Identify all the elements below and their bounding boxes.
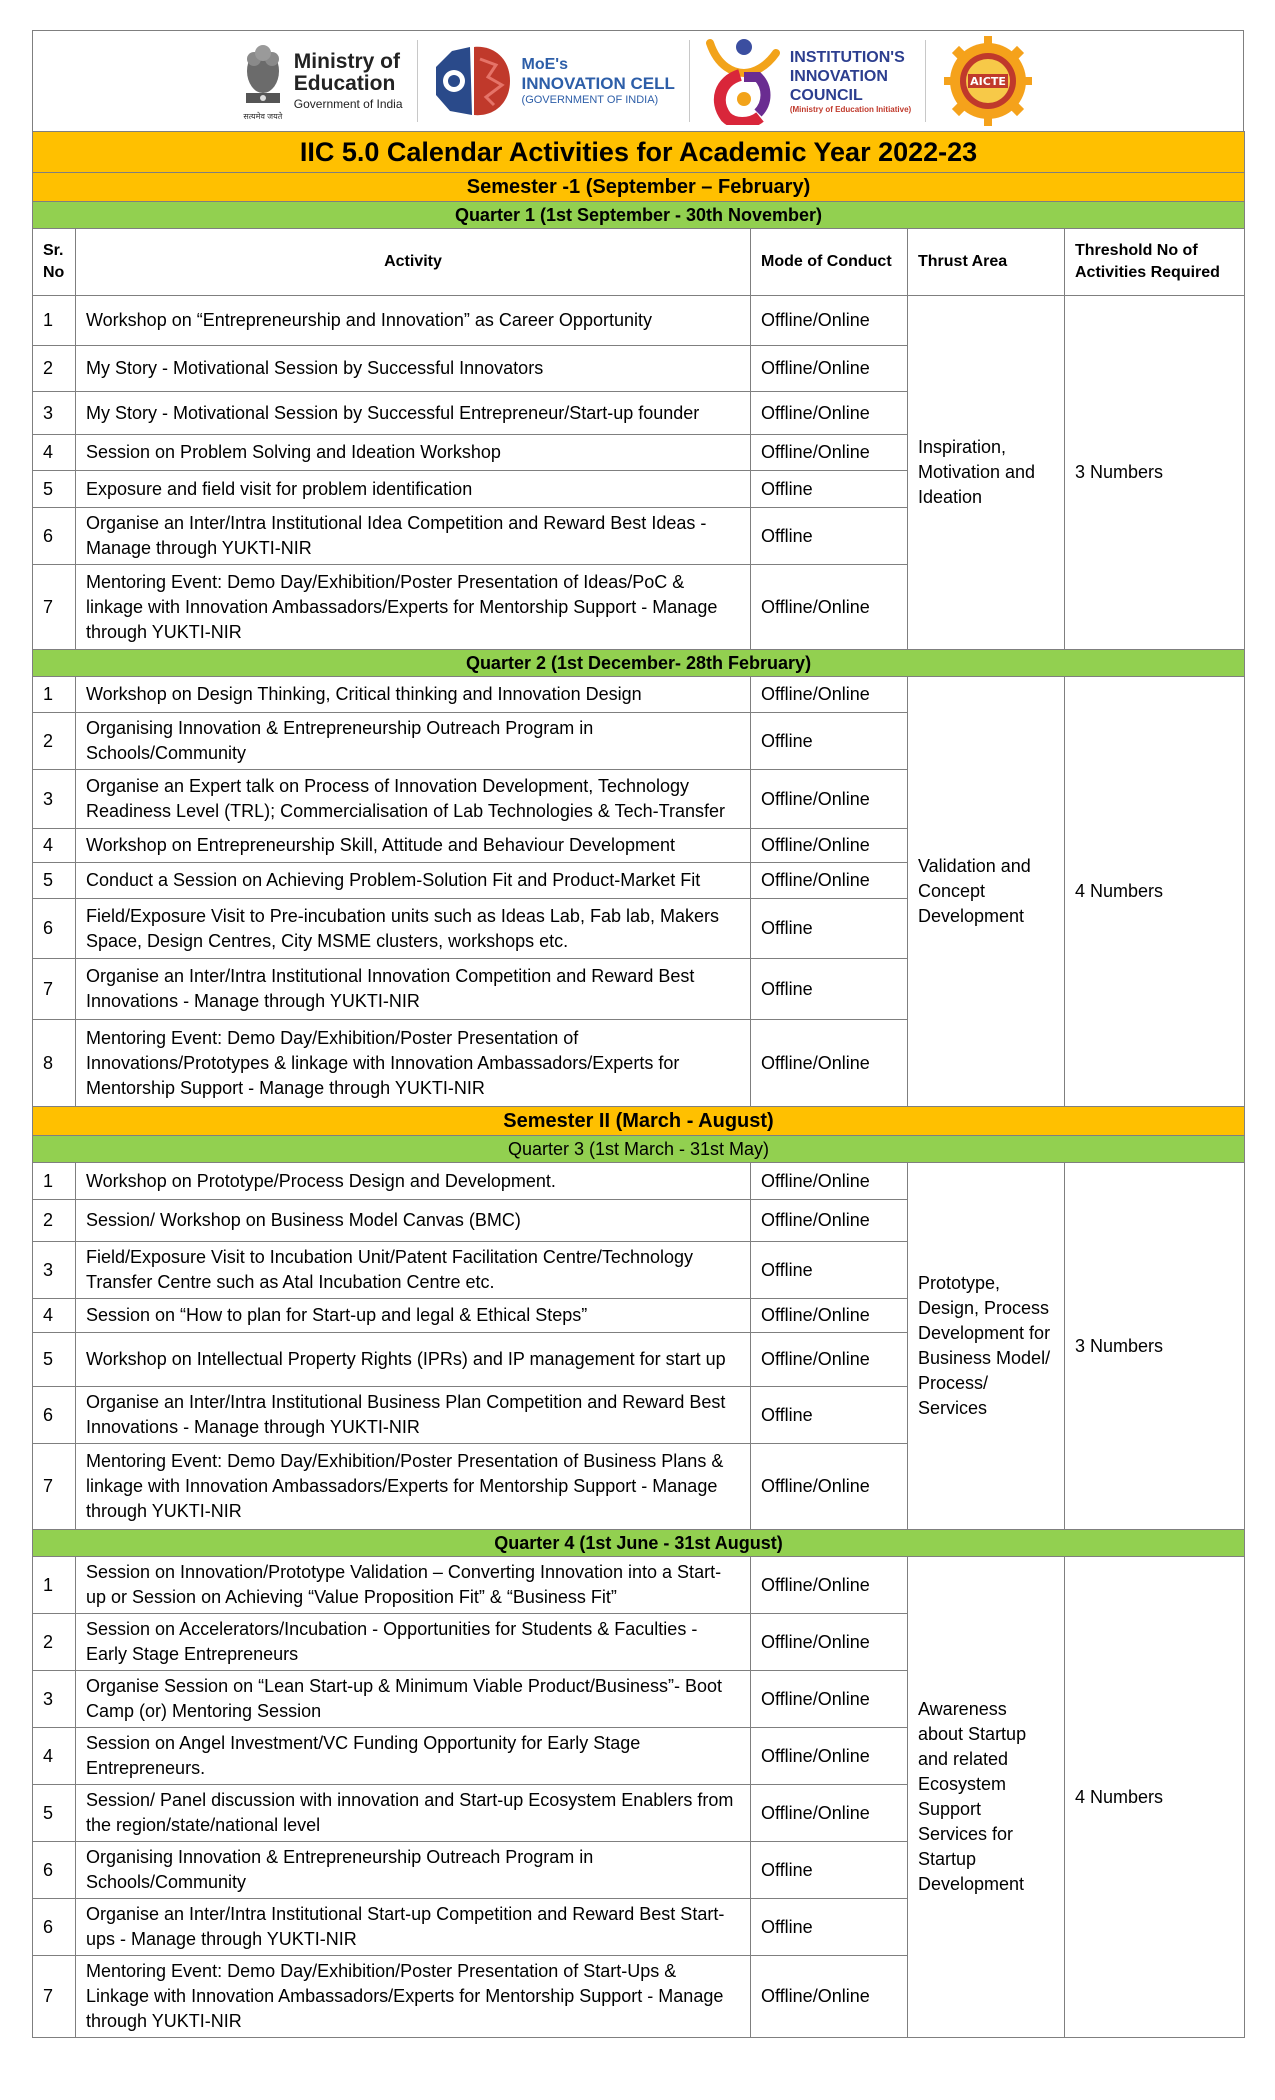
moe-line3: Government of India bbox=[293, 97, 403, 111]
calendar-table bbox=[32, 131, 1245, 2038]
sr-no-cell: 6 bbox=[33, 1387, 76, 1444]
brain-gear-icon bbox=[432, 45, 514, 117]
sr-no-cell: 6 bbox=[33, 1842, 76, 1899]
activity-cell: Mentoring Event: Demo Day/Exhibition/Poster Presentation of Ideas/PoC & linkage with Innovation Ambassadors/Experts for Mentorship Support - Manage through YUKTI-NIR bbox=[76, 565, 751, 650]
mode-cell: Offline bbox=[751, 471, 908, 508]
activity-cell: Mentoring Event: Demo Day/Exhibition/Poster Presentation of Business Plans & linkage with Innovation Ambassadors/Experts for Mentorship Support - Manage through YUKTI-NIR bbox=[76, 1444, 751, 1530]
threshold-cell: 4 Numbers bbox=[1065, 677, 1245, 1107]
mode-cell: Offline/Online bbox=[751, 1956, 908, 2038]
mode-cell: Offline bbox=[751, 1842, 908, 1899]
mode-cell: Offline bbox=[751, 899, 908, 959]
column-header-thrust: Thrust Area bbox=[908, 229, 1065, 296]
quarter-4-label: Quarter 4 (1st June - 31st August) bbox=[33, 1530, 1245, 1557]
quarter-3-label: Quarter 3 (1st March - 31st May) bbox=[33, 1136, 1245, 1163]
mode-cell: Offline bbox=[751, 508, 908, 565]
activity-cell: Organise an Expert talk on Process of Innovation Development, Technology Readiness Level (TRL); Commercialisation of Lab Technologies & Tech-Transfer bbox=[76, 770, 751, 829]
sr-no-cell: 7 bbox=[33, 1444, 76, 1530]
header-logos bbox=[32, 30, 1244, 131]
sr-no-cell: 1 bbox=[33, 677, 76, 713]
sr-no-cell: 5 bbox=[33, 863, 76, 899]
activity-cell: Session on Problem Solving and Ideation Workshop bbox=[76, 435, 751, 471]
activity-cell: Organising Innovation & Entrepreneurship Outreach Program in Schools/Community bbox=[76, 713, 751, 770]
innovation-cell-logo bbox=[418, 35, 689, 127]
table-row bbox=[33, 1163, 1245, 1200]
mode-cell: Offline/Online bbox=[751, 1200, 908, 1242]
sr-no-cell: 2 bbox=[33, 713, 76, 770]
sr-no-cell: 3 bbox=[33, 392, 76, 435]
table-header-row bbox=[33, 229, 1245, 296]
sr-no-cell: 4 bbox=[33, 1728, 76, 1785]
mic-line1: MoE's bbox=[521, 56, 569, 73]
activity-cell: Session on “How to plan for Start-up and legal & Ethical Steps” bbox=[76, 1299, 751, 1333]
sr-no-cell: 2 bbox=[33, 346, 76, 392]
table-row bbox=[33, 296, 1245, 346]
activity-cell: Organise an Inter/Intra Institutional Idea Competition and Reward Best Ideas - Manage through YUKTI-NIR bbox=[76, 508, 751, 565]
thrust-area-cell: Validation and Concept Development bbox=[908, 677, 1065, 1107]
activity-cell: Organise an Inter/Intra Institutional Business Plan Competition and Reward Best Innovations - Manage through YUKTI-NIR bbox=[76, 1387, 751, 1444]
aicte-label: AICTE bbox=[970, 75, 1007, 88]
activity-cell: Workshop on Entrepreneurship Skill, Attitude and Behaviour Development bbox=[76, 829, 751, 863]
mode-cell: Offline/Online bbox=[751, 863, 908, 899]
semester-2-label-row bbox=[33, 1107, 1245, 1136]
table-row bbox=[33, 1557, 1245, 1614]
semester-1-label: Semester -1 (September – February) bbox=[33, 173, 1245, 202]
sr-no-cell: 5 bbox=[33, 1333, 76, 1387]
sr-no-cell: 7 bbox=[33, 959, 76, 1020]
activity-cell: Workshop on Design Thinking, Critical thinking and Innovation Design bbox=[76, 677, 751, 713]
sr-no-cell: 6 bbox=[33, 508, 76, 565]
mode-cell: Offline/Online bbox=[751, 1333, 908, 1387]
aicte-logo bbox=[926, 35, 1050, 127]
emblem-caption: सत्यमेव जयते bbox=[243, 111, 283, 121]
mic-line2: INNOVATION CELL bbox=[521, 74, 675, 93]
column-header-threshold: Threshold No of Activities Required bbox=[1065, 229, 1245, 296]
thrust-area-cell: Inspiration, Motivation and Ideation bbox=[908, 296, 1065, 650]
thrust-area-cell: Awareness about Startup and related Ecosystem Support Services for Startup Development bbox=[908, 1557, 1065, 2038]
sr-no-cell: 2 bbox=[33, 1200, 76, 1242]
column-header-sr: Sr. No bbox=[33, 229, 76, 296]
page-title: IIC 5.0 Calendar Activities for Academic Year 2022-23 bbox=[33, 132, 1245, 173]
sr-no-cell: 5 bbox=[33, 1785, 76, 1842]
activity-cell: Exposure and field visit for problem identification bbox=[76, 471, 751, 508]
mode-cell: Offline/Online bbox=[751, 1614, 908, 1671]
mode-cell: Offline/Online bbox=[751, 1020, 908, 1107]
mode-cell: Offline/Online bbox=[751, 435, 908, 471]
mode-cell: Offline/Online bbox=[751, 677, 908, 713]
column-header-activity: Activity bbox=[76, 229, 751, 296]
mode-cell: Offline/Online bbox=[751, 829, 908, 863]
mode-cell: Offline/Online bbox=[751, 1785, 908, 1842]
aicte-gear-icon bbox=[940, 36, 1036, 126]
sr-no-cell: 1 bbox=[33, 1163, 76, 1200]
mode-cell: Offline bbox=[751, 1242, 908, 1299]
document-page bbox=[32, 30, 1244, 2038]
mode-cell: Offline/Online bbox=[751, 392, 908, 435]
sr-no-cell: 4 bbox=[33, 435, 76, 471]
threshold-cell: 4 Numbers bbox=[1065, 1557, 1245, 2038]
mode-cell: Offline/Online bbox=[751, 1557, 908, 1614]
semester-2-label: Semester II (March - August) bbox=[33, 1107, 1245, 1136]
activity-cell: Mentoring Event: Demo Day/Exhibition/Poster Presentation of Start-Ups & Linkage with Innovation Ambassadors/Experts for Mentorship Support - Manage through YUKTI-NIR bbox=[76, 1956, 751, 2038]
sr-no-cell: 7 bbox=[33, 1956, 76, 2038]
mode-cell: Offline/Online bbox=[751, 296, 908, 346]
iic-emblem-icon bbox=[704, 37, 782, 125]
sr-no-cell: 4 bbox=[33, 829, 76, 863]
title-row bbox=[33, 132, 1245, 173]
thrust-area-cell: Prototype, Design, Process Development for Business Model/ Process/ Services bbox=[908, 1163, 1065, 1530]
national-emblem-icon bbox=[240, 41, 286, 111]
mode-cell: Offline/Online bbox=[751, 1163, 908, 1200]
moe-line1: Ministry of bbox=[293, 50, 400, 73]
iic-line1: INSTITUTION'S bbox=[789, 49, 905, 66]
mic-line3: (GOVERNMENT OF INDIA) bbox=[521, 94, 659, 106]
mode-cell: Offline bbox=[751, 1899, 908, 1956]
activity-cell: Field/Exposure Visit to Incubation Unit/Patent Facilitation Centre/Technology Transfer Centre such as Atal Incubation Centre etc. bbox=[76, 1242, 751, 1299]
sr-no-cell: 3 bbox=[33, 1671, 76, 1728]
activity-cell: Session on Innovation/Prototype Validation – Converting Innovation into a Start-up or Session on Achieving “Value Proposition Fit” & “Business Fit” bbox=[76, 1557, 751, 1614]
iic-line4: (Ministry of Education Initiative) bbox=[789, 105, 912, 114]
activity-cell: My Story - Motivational Session by Successful Innovators bbox=[76, 346, 751, 392]
sr-no-cell: 1 bbox=[33, 296, 76, 346]
sr-no-cell: 6 bbox=[33, 899, 76, 959]
iic-logo bbox=[690, 35, 925, 127]
sr-no-cell: 1 bbox=[33, 1557, 76, 1614]
mode-cell: Offline/Online bbox=[751, 346, 908, 392]
sr-no-cell: 2 bbox=[33, 1614, 76, 1671]
sr-no-cell: 4 bbox=[33, 1299, 76, 1333]
mode-cell: Offline/Online bbox=[751, 1444, 908, 1530]
mode-cell: Offline/Online bbox=[751, 1671, 908, 1728]
quarter-row bbox=[33, 202, 1245, 229]
quarter-2-label: Quarter 2 (1st December- 28th February) bbox=[33, 650, 1245, 677]
activity-cell: Mentoring Event: Demo Day/Exhibition/Poster Presentation of Innovations/Prototypes & linkage with Innovation Ambassadors/Experts for Mentorship Support - Manage through YUKTI-NIR bbox=[76, 1020, 751, 1107]
sr-no-cell: 8 bbox=[33, 1020, 76, 1107]
mode-cell: Offline/Online bbox=[751, 1728, 908, 1785]
mode-cell: Offline bbox=[751, 713, 908, 770]
iic-line3: COUNCIL bbox=[789, 87, 863, 104]
sr-no-cell: 5 bbox=[33, 471, 76, 508]
quarter-2-label-row bbox=[33, 650, 1245, 677]
mode-cell: Offline/Online bbox=[751, 770, 908, 829]
activity-cell: Conduct a Session on Achieving Problem-Solution Fit and Product-Market Fit bbox=[76, 863, 751, 899]
activity-cell: Session on Accelerators/Incubation - Opportunities for Students & Faculties - Early Stage Entrepreneurs bbox=[76, 1614, 751, 1671]
activity-cell: Workshop on Intellectual Property Rights (IPRs) and IP management for start up bbox=[76, 1333, 751, 1387]
iic-line2: INNOVATION bbox=[789, 68, 888, 85]
activity-cell: Organise an Inter/Intra Institutional Innovation Competition and Reward Best Innovations - Manage through YUKTI-NIR bbox=[76, 959, 751, 1020]
mode-cell: Offline bbox=[751, 1387, 908, 1444]
activity-cell: Session on Angel Investment/VC Funding Opportunity for Early Stage Entrepreneurs. bbox=[76, 1728, 751, 1785]
activity-cell: Organise Session on “Lean Start-up & Minimum Viable Product/Business”- Boot Camp (or) Mentoring Session bbox=[76, 1671, 751, 1728]
sr-no-cell: 6 bbox=[33, 1899, 76, 1956]
activity-cell: Field/Exposure Visit to Pre-incubation units such as Ideas Lab, Fab lab, Makers Space, Design Centres, City MSME clusters, workshops etc. bbox=[76, 899, 751, 959]
sr-no-cell: 3 bbox=[33, 770, 76, 829]
semester-row bbox=[33, 173, 1245, 202]
quarter-3-label-row bbox=[33, 1136, 1245, 1163]
activity-cell: Organise an Inter/Intra Institutional Start-up Competition and Reward Best Start-ups - Manage through YUKTI-NIR bbox=[76, 1899, 751, 1956]
mode-cell: Offline/Online bbox=[751, 1299, 908, 1333]
activity-cell: Workshop on Prototype/Process Design and Development. bbox=[76, 1163, 751, 1200]
activity-cell: Session/ Panel discussion with innovation and Start-up Ecosystem Enablers from the region/state/national level bbox=[76, 1785, 751, 1842]
moe-logo bbox=[226, 35, 417, 127]
quarter-1-label: Quarter 1 (1st September - 30th November) bbox=[33, 202, 1245, 229]
activity-cell: My Story - Motivational Session by Successful Entrepreneur/Start-up founder bbox=[76, 392, 751, 435]
sr-no-cell: 7 bbox=[33, 565, 76, 650]
moe-line2: Education bbox=[293, 72, 396, 95]
table-row bbox=[33, 677, 1245, 713]
activity-cell: Organising Innovation & Entrepreneurship Outreach Program in Schools/Community bbox=[76, 1842, 751, 1899]
quarter-4-label-row bbox=[33, 1530, 1245, 1557]
threshold-cell: 3 Numbers bbox=[1065, 296, 1245, 650]
column-header-mode: Mode of Conduct bbox=[751, 229, 908, 296]
sr-no-cell: 3 bbox=[33, 1242, 76, 1299]
mode-cell: Offline bbox=[751, 959, 908, 1020]
activity-cell: Workshop on “Entrepreneurship and Innovation” as Career Opportunity bbox=[76, 296, 751, 346]
mode-cell: Offline/Online bbox=[751, 565, 908, 650]
activity-cell: Session/ Workshop on Business Model Canvas (BMC) bbox=[76, 1200, 751, 1242]
threshold-cell: 3 Numbers bbox=[1065, 1163, 1245, 1530]
